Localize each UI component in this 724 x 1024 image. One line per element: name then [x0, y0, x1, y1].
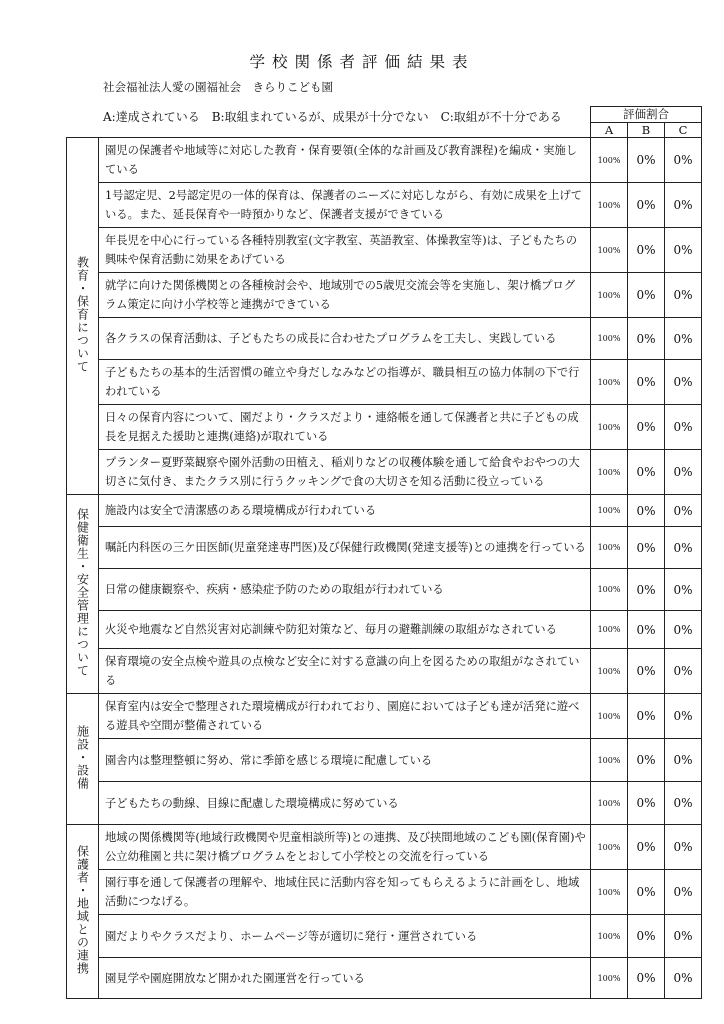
rating-a-value: 100% — [591, 450, 628, 495]
rating-a-value: 100% — [591, 739, 628, 782]
rating-b-value: 0% — [628, 739, 665, 782]
evaluation-table-body — [67, 107, 702, 999]
rating-b-value: 0% — [628, 450, 665, 495]
evaluation-item-text: 園舎内は整理整頓に努め、常に季節を感じる環境に配慮している — [99, 739, 591, 782]
rating-c-value: 0% — [665, 495, 702, 527]
table-row — [67, 649, 702, 694]
category-label: 施設・設備 — [75, 725, 90, 790]
table-row — [67, 405, 702, 450]
rating-a-value: 100% — [591, 318, 628, 360]
rating-c-value: 0% — [665, 649, 702, 694]
evaluation-item-text: 園行事を通して保護者の理解や、地域住民に活動内容を知ってもらえるように計画をし、地域活動につなげる。 — [99, 870, 591, 915]
rating-a-value: 100% — [591, 527, 628, 569]
rating-c-value: 0% — [665, 825, 702, 870]
page-title: 学校関係者評価結果表 — [249, 53, 475, 71]
rating-b-value: 0% — [628, 782, 665, 825]
evaluation-item-text: 1号認定児、2号認定児の一体的保育は、保護者のニーズに対応しながら、有効に成果を上げている。また、延長保育や一時預かりなど、保護者支援ができている — [99, 183, 591, 228]
rating-c-value: 0% — [665, 138, 702, 183]
header-a: A — [591, 123, 628, 138]
table-row — [67, 450, 702, 495]
rating-b-value: 0% — [628, 183, 665, 228]
rating-b-value: 0% — [628, 569, 665, 611]
rating-b-value: 0% — [628, 958, 665, 999]
rating-c-value: 0% — [665, 228, 702, 273]
table-row — [67, 739, 702, 782]
rating-a-value: 100% — [591, 405, 628, 450]
rating-b-value: 0% — [628, 405, 665, 450]
evaluation-item-text: 年長児を中心に行っている各種特別教室(文字教室、英語教室、体操教室等)は、子どもたちの興味や保育活動に効果をあげている — [99, 228, 591, 273]
rating-c-value: 0% — [665, 694, 702, 739]
rating-c-value: 0% — [665, 915, 702, 958]
table-row — [67, 360, 702, 405]
evaluation-item-text: 施設内は安全で清潔感のある環境構成が行われている — [99, 495, 591, 527]
table-row — [67, 694, 702, 739]
table-row — [67, 915, 702, 958]
evaluation-item-text: 日々の保育内容について、園だより・クラスだより・連絡帳を通して保護者と共に子どもの成長を見据えた援助と連携(連絡)が取れている — [99, 405, 591, 450]
evaluation-item-text: 保育室内は安全で整理された環境構成が行われており、園庭においては子ども達が活発に遊べる遊具や空間が整備されている — [99, 694, 591, 739]
category-label: 保護者・地域との連携 — [75, 845, 90, 975]
rating-c-value: 0% — [665, 569, 702, 611]
rating-c-value: 0% — [665, 360, 702, 405]
category-cell — [67, 694, 99, 825]
rating-c-value: 0% — [665, 739, 702, 782]
rating-b-value: 0% — [628, 228, 665, 273]
rating-c-value: 0% — [665, 611, 702, 649]
header-row-rating — [67, 107, 702, 123]
rating-b-value: 0% — [628, 318, 665, 360]
evaluation-item-text: プランター夏野菜観察や園外活動の田植え、稲刈りなどの収穫体験を通して給食やおやつの大切さに気付き、またクラス別に行うクッキングで食の大切さを知る活動に役立っている — [99, 450, 591, 495]
rating-c-value: 0% — [665, 527, 702, 569]
rating-header: 評価割合 — [591, 107, 702, 123]
evaluation-item-text: 嘱託内科医の三ケ田医師(児童発達専門医)及び保健行政機関(発達支援等)との連携を行っている — [99, 527, 591, 569]
table-row — [67, 273, 702, 318]
organization-name: 社会福祉法人愛の園福祉会 きらりこども園 — [103, 80, 333, 94]
header-c: C — [665, 123, 702, 138]
rating-a-value: 100% — [591, 183, 628, 228]
rating-a-value: 100% — [591, 228, 628, 273]
evaluation-item-text: 園児の保護者や地域等に対応した教育・保育要領(全体的な計画及び教育課程)を編成・実施している — [99, 138, 591, 183]
rating-b-value: 0% — [628, 649, 665, 694]
rating-c-value: 0% — [665, 405, 702, 450]
table-row — [67, 870, 702, 915]
header-row-abc — [67, 123, 702, 138]
table-row — [67, 527, 702, 569]
evaluation-item-text: 火災や地震など自然災害対応訓練や防犯対策など、毎月の避難訓練の取組がなされている — [99, 611, 591, 649]
rating-b-value: 0% — [628, 611, 665, 649]
table-row — [67, 782, 702, 825]
rating-c-value: 0% — [665, 318, 702, 360]
rating-a-value: 100% — [591, 138, 628, 183]
header-b: B — [628, 123, 665, 138]
evaluation-item-text: 園見学や園庭開放など開かれた園運営を行っている — [99, 958, 591, 999]
rating-a-value: 100% — [591, 694, 628, 739]
rating-b-value: 0% — [628, 915, 665, 958]
rating-c-value: 0% — [665, 870, 702, 915]
rating-c-value: 0% — [665, 782, 702, 825]
rating-b-value: 0% — [628, 870, 665, 915]
table-row — [67, 228, 702, 273]
rating-a-value: 100% — [591, 649, 628, 694]
evaluation-table — [66, 106, 702, 999]
rating-b-value: 0% — [628, 527, 665, 569]
category-cell — [67, 138, 99, 495]
table-row — [67, 183, 702, 228]
evaluation-item-text: 地域の関係機関等(地域行政機関や児童相談所等)との連携、及び挟間地域のこども園(保育園)や公立幼稚園と共に架け橋プログラムをとおして小学校との交流を行っている — [99, 825, 591, 870]
table-row — [67, 495, 702, 527]
category-label: 教育・保育について — [75, 256, 90, 373]
rating-legend: A:達成されている B:取組まれているが、成果が十分でない C:取組が不十分である — [103, 110, 562, 124]
rating-a-value: 100% — [591, 360, 628, 405]
evaluation-item-text: 子どもたちの動線、目線に配慮した環境構成に努めている — [99, 782, 591, 825]
rating-a-value: 100% — [591, 611, 628, 649]
rating-c-value: 0% — [665, 958, 702, 999]
rating-c-value: 0% — [665, 183, 702, 228]
rating-a-value: 100% — [591, 870, 628, 915]
rating-c-value: 0% — [665, 450, 702, 495]
rating-b-value: 0% — [628, 694, 665, 739]
rating-a-value: 100% — [591, 273, 628, 318]
table-row — [67, 138, 702, 183]
evaluation-item-text: 子どもたちの基本的生活習慣の確立や身だしなみなどの指導が、職員相互の協力体制の下で行われている — [99, 360, 591, 405]
table-row — [67, 611, 702, 649]
rating-b-value: 0% — [628, 825, 665, 870]
rating-b-value: 0% — [628, 495, 665, 527]
rating-b-value: 0% — [628, 360, 665, 405]
evaluation-item-text: 保育環境の安全点検や遊具の点検など安全に対する意識の向上を図るための取組がなされている — [99, 649, 591, 694]
rating-a-value: 100% — [591, 915, 628, 958]
rating-a-value: 100% — [591, 958, 628, 999]
evaluation-item-text: 各クラスの保育活動は、子どもたちの成長に合わせたプログラムを工夫し、実践している — [99, 318, 591, 360]
table-row — [67, 958, 702, 999]
rating-a-value: 100% — [591, 495, 628, 527]
category-label: 保健衛生・安全管理について — [75, 508, 90, 677]
rating-b-value: 0% — [628, 273, 665, 318]
evaluation-item-text: 園だよりやクラスだより、ホームページ等が適切に発行・運営されている — [99, 915, 591, 958]
category-cell — [67, 825, 99, 999]
table-row — [67, 825, 702, 870]
evaluation-item-text: 就学に向けた関係機関との各種検討会や、地域別での5歳児交流会等を実施し、架け橋プログラム策定に向け小学校等と連携ができている — [99, 273, 591, 318]
table-row — [67, 318, 702, 360]
rating-a-value: 100% — [591, 569, 628, 611]
category-cell — [67, 495, 99, 694]
rating-a-value: 100% — [591, 782, 628, 825]
rating-c-value: 0% — [665, 273, 702, 318]
evaluation-item-text: 日常の健康観察や、疾病・感染症予防のための取組が行われている — [99, 569, 591, 611]
table-row — [67, 569, 702, 611]
rating-b-value: 0% — [628, 138, 665, 183]
rating-a-value: 100% — [591, 825, 628, 870]
